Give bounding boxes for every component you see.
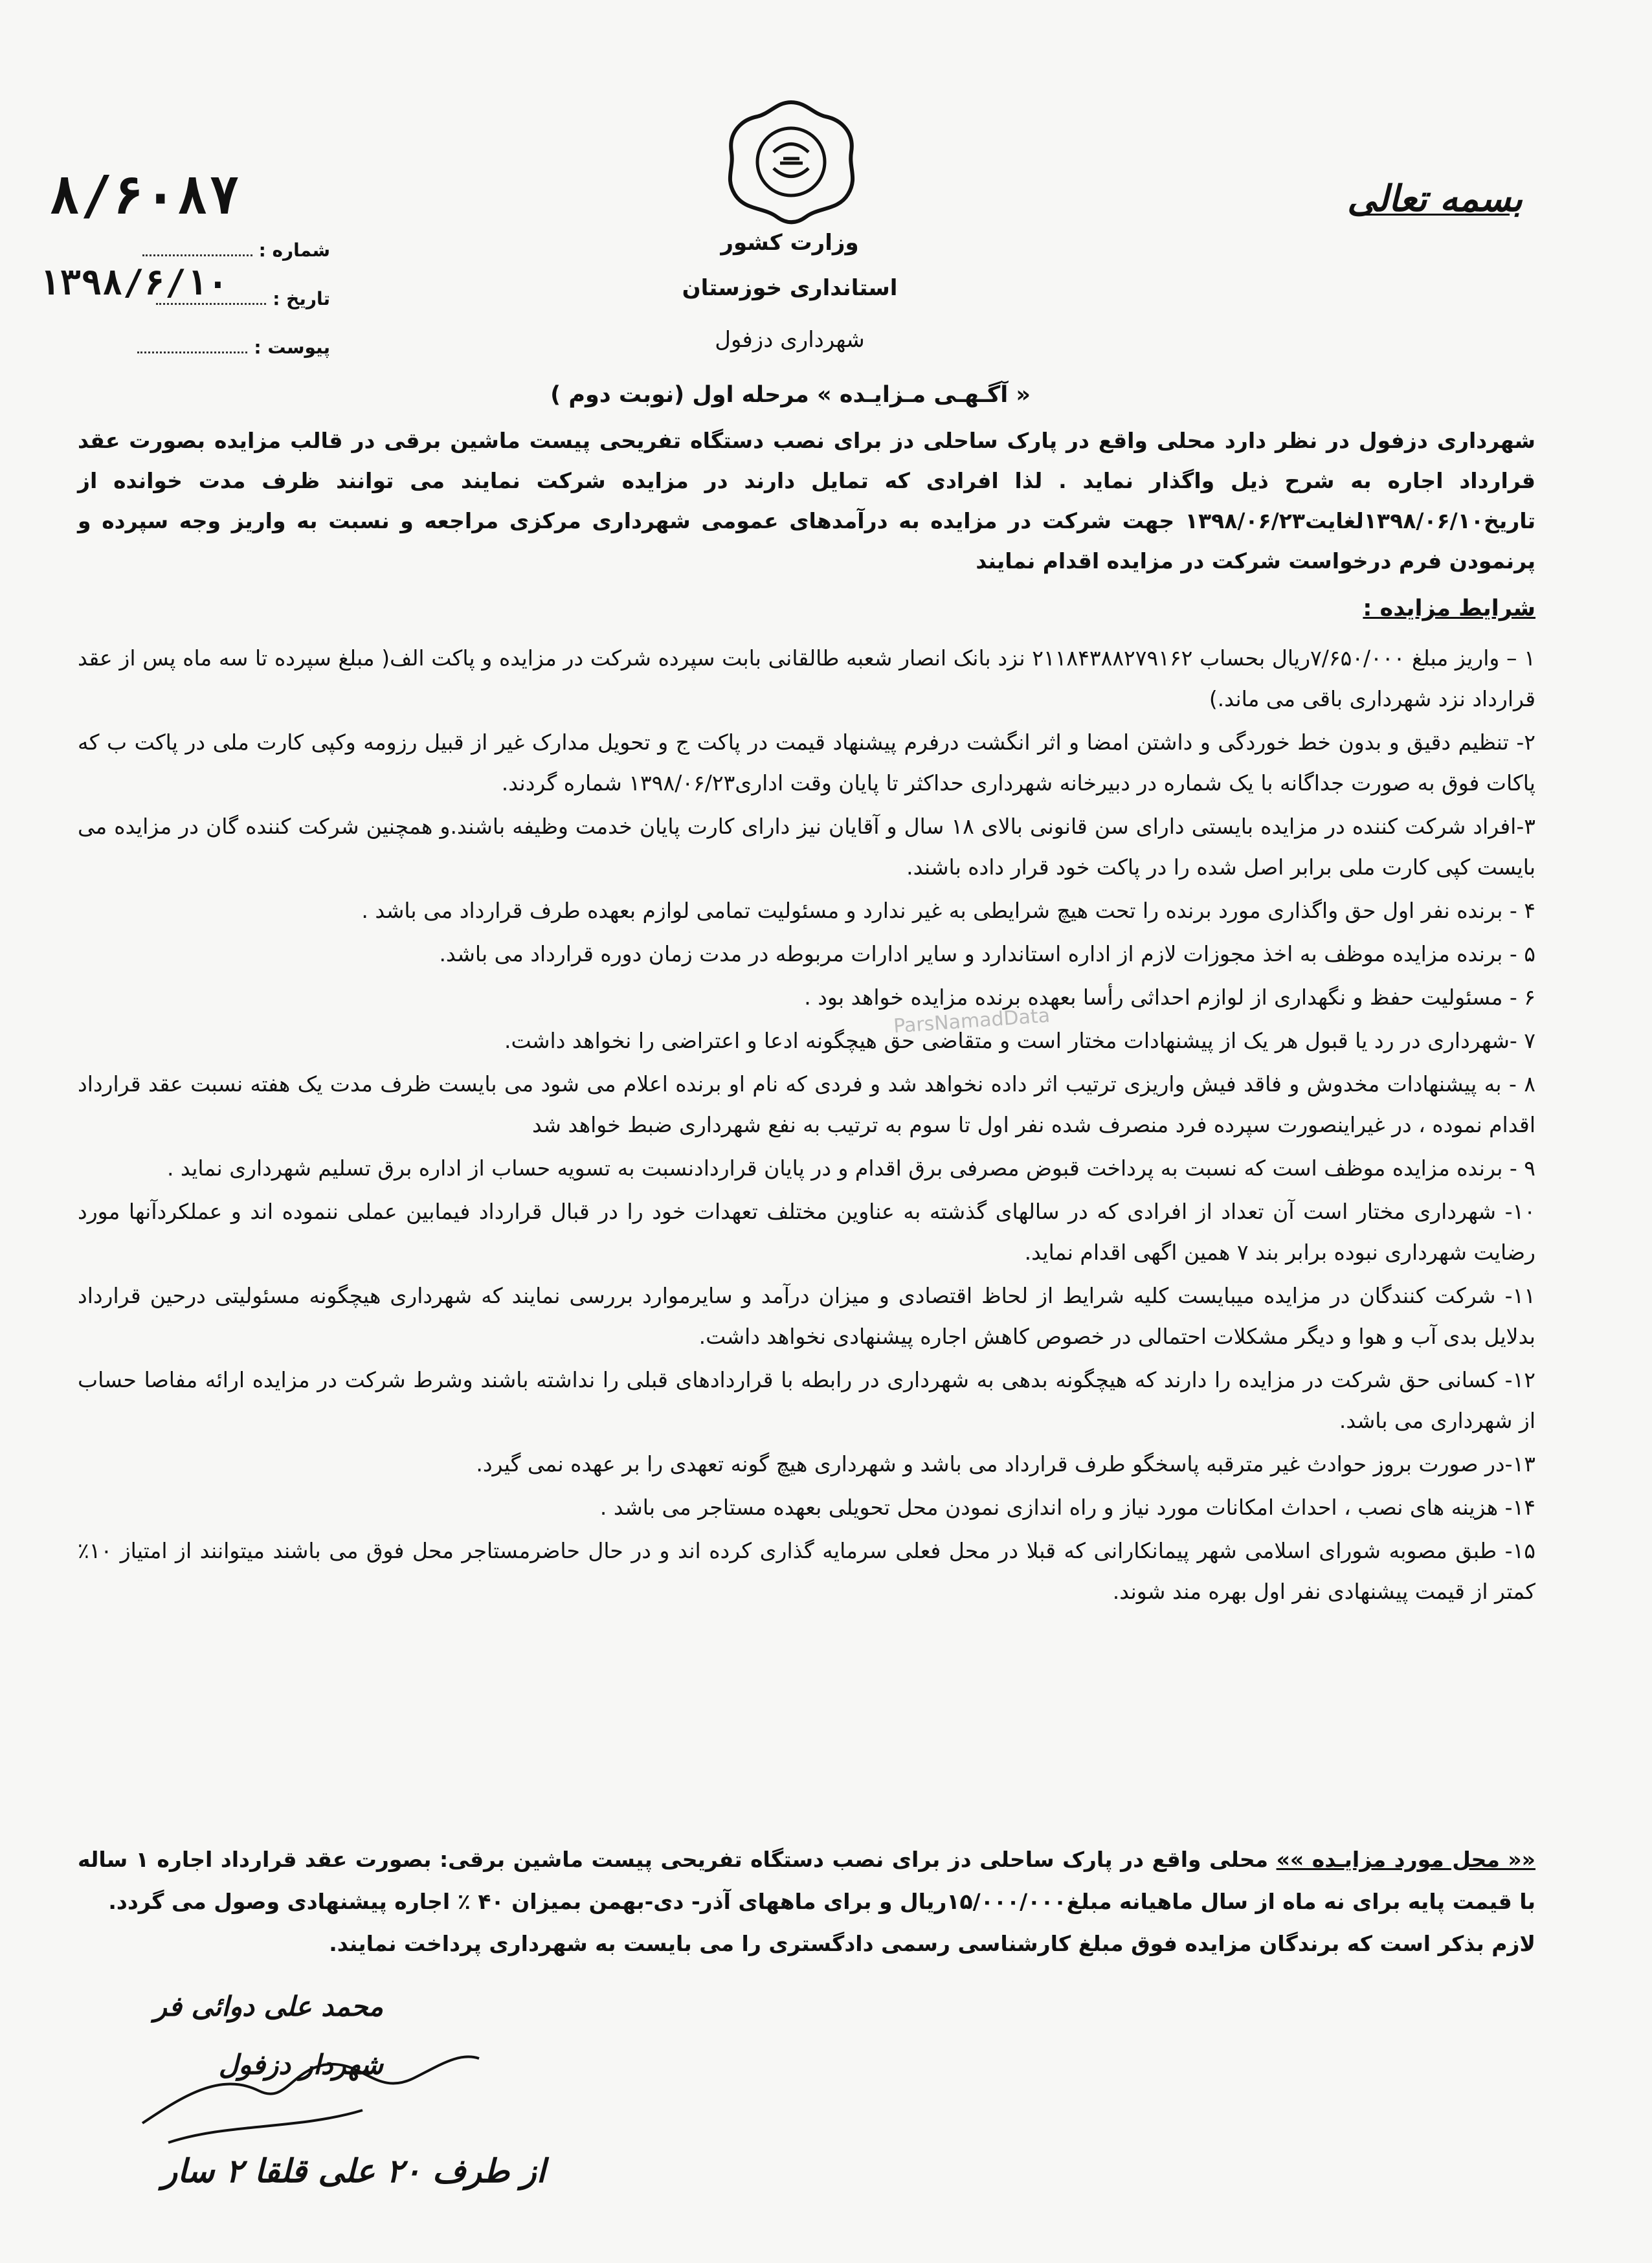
condition-item: ۱۰- شهرداری مختار است آن تعداد از افرادی که در سالهای گذشته به عناوین مختلف تعهدات خود را در قبال قرارداد فیمابین عملی ننموده اند و عملکردآنها مورد رضایت شهرداری نبوده برابر بند ۷ همین اگهی اقدام نماید. <box>78 1199 1535 1265</box>
signatory-role: شهردار دزفول <box>218 2049 383 2080</box>
handwritten-footer-note: از طرف ۲۰ علی قلقا ۲ سار <box>162 2152 546 2190</box>
signatory-name: محمد علی دوائی فر <box>153 1990 383 2022</box>
condition-item: ۱ – واریز مبلغ ۷/۶۵۰/۰۰۰ریال بحساب ۲۱۱۸۴۳۸۸۲۷۹۱۶۲ نزد بانک انصار شعبه طالقانی بابت سپرده شرکت در مزایده و پاکت الف( مبلغ سپرده تا سه ماه پس از عقد قرارداد نزد شهرداری باقی می ماند.) <box>78 645 1535 711</box>
condition-item: ۶ - مسئولیت حفظ و نگهداری از لوازم احداثی رأسا بعهده برنده مزایده خواهد بود . <box>804 985 1535 1010</box>
bismillah-heading: بسمه تعالی <box>1347 178 1523 220</box>
conditions-title: شرایط مزایده : <box>1363 596 1535 621</box>
attachment-label: پیوست : <box>254 337 330 358</box>
heading-underline <box>1354 214 1510 216</box>
date-label: تاریخ : <box>273 288 330 309</box>
notice-title: « آگـهـی مـزایـده » مرحله اول (نوبت دوم ) <box>550 382 1031 408</box>
auction-subject-block <box>78 1838 1535 1965</box>
condition-item: ۲- تنظیم دقیق و بدون خط خوردگی و داشتن امضا و اثر انگشت درفرم پیشنهاد قیمت در پاکت ج و تحویل مدارک غیر از قبیل رزومه وکپی کارت ملی در پاکت ب که پاکات فوق به صورت جداگانه با یک شماره در دبیرخانه شهرداری حداکثر تا پایان وقت اداری۱۳۹۸/۰۶/۲۳ شماره گردند. <box>78 730 1535 796</box>
condition-item: ۳-افراد شرکت کننده در مزایده بایستی دارای سن قانونی بالای ۱۸ سال و آقایان نیز دارای کارت پایان خدمت وظیفه باشند.و همچنین شرکت کننده گان در مزایده می بایست کپی کارت ملی برابر اصل شده را در پاکت خود قرار داده باشند. <box>78 814 1535 880</box>
condition-item: ۱۱- شرکت کنندگان در مزایده میبایست کلیه شرایط از لحاظ اقتصادی و میزان درآمد و سایرموارد بررسی نمایند که شهرداری هیچگونه مسئولیتی درحین قرارداد بدلایل بدی آب و هوا و دیگر مشکلات احتمالی در خصوص کاهش اجاره پیشنهادی نخواهد داشت. <box>78 1283 1535 1349</box>
handwritten-signature-icon <box>129 1994 492 2162</box>
watermark-text: ParsNamadData <box>893 1004 1051 1038</box>
condition-item: ۴ - برنده نفر اول حق واگذاری مورد برنده را تحت هیچ شرایطی به غیر ندارد و مسئولیت تمامی لوازم بعهده طرف قرارداد می باشد . <box>361 898 1535 923</box>
ministry-name: وزارت کشور <box>720 230 859 256</box>
notice-intro: شهرداری دزفول در نظر دارد محلی واقع در پارک ساحلی دز برای نصب دستگاه تفریحی پیست ماشین برقی در قالب مزایده بصورت عقد قرارداد اجاره به شرح ذیل واگذار نماید . لذا افرادی که تمایل دارند در مزایده شرکت نمایند می توانند ظرف مدت خوانده از تاریخ۱۳۹۸/۰۶/۱۰لغایت۱۳۹۸/۰۶/۲۳ جهت شرکت در مزایده به درآمدهای عمومی شهرداری مرکزی مراجعه و نسبت به واریز وجه سپرده و پرنمودن فرم درخواست شرکت در مزایده اقدام نمایند <box>78 428 1535 574</box>
condition-item: ۸ - به پیشنهادات مخدوش و فاقد فیش واریزی ترتیب اثر داده نخواهد شد و فردی که نام او برنده اعلام می شود می بایست ظرف مدت یک هفته نسبت عقد قرارداد اقدام نموده ، در غیراینصورت سپرده فرد منصرف شده نفر اول تا سوم به ترتیب به نفع شهرداری ضبط خواهد شد <box>78 1071 1535 1137</box>
handwritten-date: ۱۳۹۸/۶/۱۰ <box>39 262 229 303</box>
condition-item: ۹ - برنده مزایده موظف است که نسبت به پرداخت قبوض مصرفی برق اقدام و در پایان قراردادنسبت به تسویه حساب از اداره برق تسلیم شهرداری نماید . <box>166 1155 1535 1181</box>
municipality-logo-icon <box>722 97 861 227</box>
subject-text: محلی واقع در پارک ساحلی دز برای نصب دستگاه تفریحی پیست ماشین برقی: بصورت عقد قرارداد اجاره ۱ ساله با قیمت پایه برای نه ماه از سال ماهیانه مبلغ۱۵/۰۰۰/۰۰۰ریال و برای ماههای آذر- دی-بهمن بمیزان ۴۰ ٪ اجاره پیشنهادی وصول می گردد. <box>78 1847 1535 1914</box>
attachment-field <box>129 337 330 358</box>
handwritten-letter-number: ۸/۶۰۸۷ <box>49 165 241 227</box>
date-dots <box>156 303 266 305</box>
number-label: شماره : <box>258 240 330 261</box>
condition-item: ۱۲- کسانی حق شرکت در مزایده را دارند که هیچگونه بدهی به شهرداری در رابطه با قراردادهای قبلی را نداشته باشند وشرط شرکت در مزایده ارائه مفاصا حساب از شهرداری می باشد. <box>78 1367 1535 1433</box>
note-text: لازم بذکر است که برندگان مزایده فوق مبلغ کارشناسی رسمی دادگستری را می بایست به شهرداری پرداخت نمایند. <box>329 1931 1535 1956</box>
number-field <box>129 240 330 261</box>
condition-item: ۱۳-در صورت بروز حوادث غیر مترقبه پاسخگو طرف قرارداد می باشد و شهرداری هیچ گونه تعهدی را بر عهده نمی گیرد. <box>476 1451 1535 1477</box>
condition-item: ۵ - برنده مزایده موظف به اخذ مجوزات لازم از اداره استاندارد و سایر ادارات مربوطه در مدت زمان دوره قرارداد می باشد. <box>439 941 1535 966</box>
condition-item: ۱۵- طبق مصوبه شورای اسلامی شهر پیمانکارانی که قبلا در محل فعلی سرمایه گذاری کرده اند و در حال حاضرمستاجر محل فوق می باشند میتوانند از امتیاز ۱۰٪ کمتر از قیمت پیشنهادی نفر اول بهره مند شوند. <box>78 1538 1535 1604</box>
number-dots <box>142 254 252 256</box>
subject-label: «« محل مورد مزایـده »» <box>1276 1847 1535 1872</box>
municipality-name: شهرداری دزفول <box>715 327 865 353</box>
condition-item: ۱۴- هزینه های نصب ، احداث امکانات مورد نیاز و راه اندازی نمودن محل تحویلی بعهده مستاجر می باشد . <box>599 1495 1535 1520</box>
governorate-name: استانداری خوزستان <box>682 275 898 301</box>
conditions-list <box>78 638 1535 1614</box>
attachment-dots <box>137 351 247 353</box>
condition-item: ۷ -شهرداری در رد یا قبول هر یک از پیشنهادات مختار است و متقاضی حق هیچگونه ادعا و اعتراضی را نخواهد داشت. <box>504 1028 1535 1053</box>
